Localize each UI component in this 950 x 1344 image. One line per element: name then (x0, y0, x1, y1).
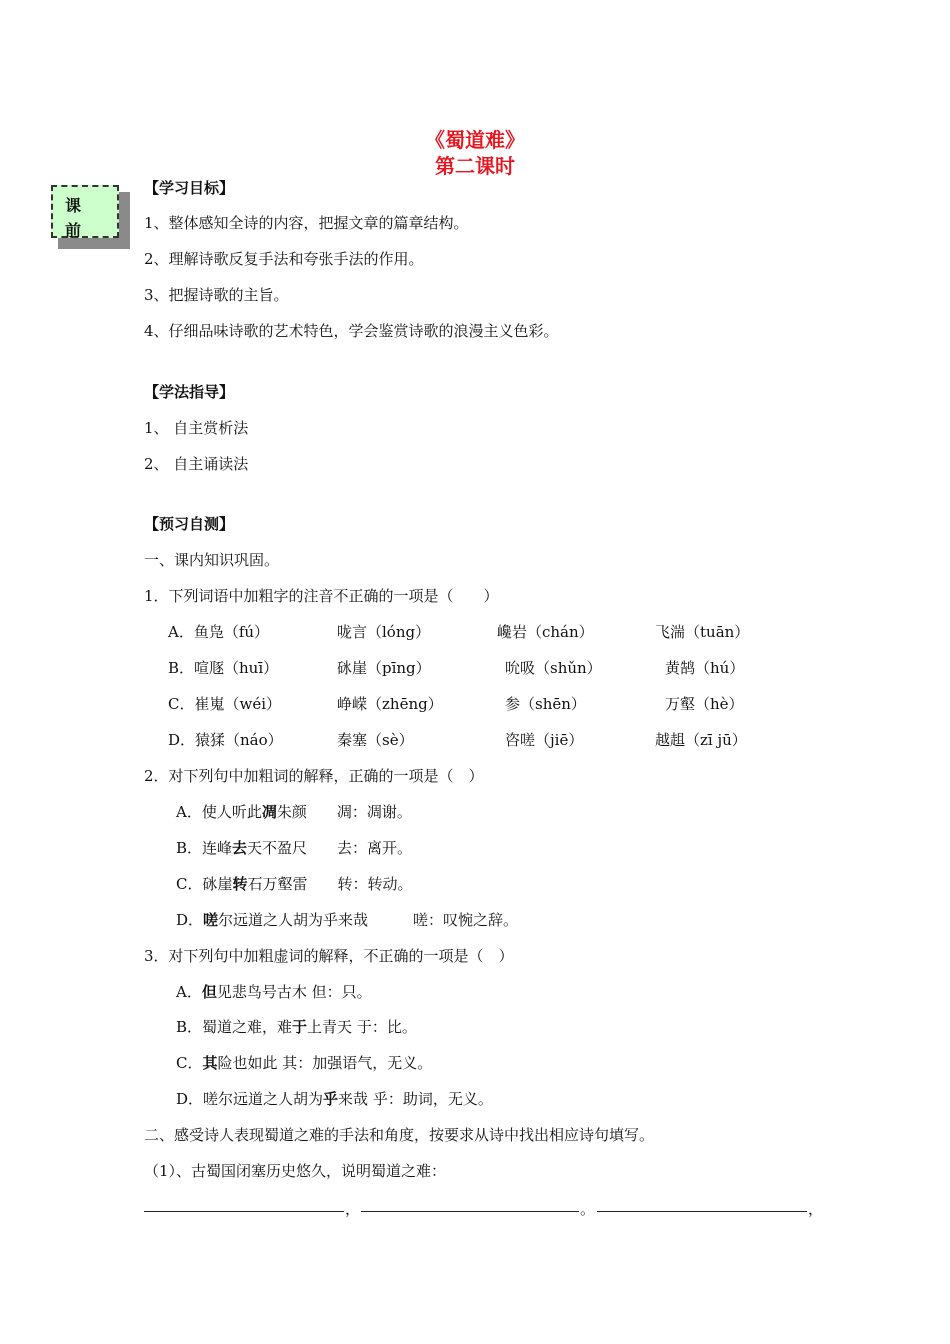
q1-option: 万壑（hè） (665, 695, 744, 713)
methods-heading: 【学法指导】 (144, 383, 235, 401)
option-text: B．连峰 (176, 839, 233, 857)
option-text: 朱颜 凋：凋谢。 (276, 803, 412, 821)
option-text: 来哉 乎：助词，无义。 (338, 1090, 493, 1108)
q3-option-d (176, 1090, 493, 1108)
option-text: B．蜀道之难，难 (176, 1018, 293, 1036)
punct-period: 。 (580, 1200, 596, 1218)
question-2-stem: 2．对下列句中加粗词的解释，正确的一项是（ ） (144, 767, 484, 785)
option-text: 见悲鸟号古木 但：只。 (216, 983, 372, 1001)
badge-char-2: 前 (65, 221, 82, 240)
bold-word: 转 (232, 875, 248, 893)
answer-blank-2[interactable] (361, 1211, 579, 1212)
bold-word: 去 (232, 839, 248, 857)
document-subtitle: 第二课时 (435, 154, 515, 178)
q3-option-a (176, 983, 372, 1001)
punct-comma: ， (808, 1200, 824, 1218)
q2-option-a (176, 803, 412, 821)
question-1-stem: 1．下列词语中加粗字的注音不正确的一项是（ ） (144, 587, 499, 605)
q1-option: 越趄（zī jū） (655, 731, 747, 749)
q1-option: 秦塞（sè） (337, 731, 414, 749)
q1-option: 吮吸（shǔn） (505, 659, 602, 677)
pre-class-badge (51, 185, 131, 249)
goal-item: 2、理解诗歌反复手法和夸张手法的作用。 (144, 250, 424, 268)
option-text: D． (176, 911, 204, 929)
q1-option: A．鱼凫（fú） (168, 623, 270, 641)
q1-option: C．崔嵬（wéi） (168, 695, 281, 713)
option-text: 天不盈尺 去：离开。 (247, 839, 413, 857)
q1-option: 飞湍（tuān） (655, 623, 750, 641)
part-one-heading: 一、课内知识巩固。 (144, 551, 280, 569)
q1-option: 咙言（lóng） (337, 623, 431, 641)
q1-option: 巉岩（chán） (497, 623, 594, 641)
answer-blank-1[interactable] (144, 1211, 344, 1212)
option-text: D．嗟尔远道之人胡为 (176, 1090, 324, 1108)
q2-option-d (176, 911, 518, 929)
sub-question-1: （1）、古蜀国闭塞历史悠久，说明蜀道之难： (144, 1162, 447, 1180)
q1-option: B．喧豗（huī） (168, 659, 279, 677)
option-text: C．砯崖 (176, 875, 233, 893)
q1-option: D．猿猱（náo） (168, 731, 283, 749)
option-text: C． (176, 1054, 203, 1072)
q1-option: 咨嗟（jiē） (505, 731, 584, 749)
q2-option-b (176, 839, 412, 857)
goal-item: 4、仔细品味诗歌的艺术特色，学会鉴赏诗歌的浪漫主义色彩。 (144, 322, 559, 340)
bold-word: 但 (201, 983, 217, 1001)
q1-option: 峥嵘（zhēng） (337, 695, 443, 713)
bold-word: 嗟 (203, 911, 219, 929)
bold-word: 乎 (323, 1090, 339, 1108)
badge-box (51, 185, 119, 238)
goal-item: 1、整体感知全诗的内容，把握文章的篇章结构。 (144, 214, 469, 232)
method-item: 1、 自主赏析法 (144, 419, 249, 437)
q3-option-b (176, 1018, 417, 1036)
bold-word: 凋 (261, 803, 277, 821)
q1-option: 黄鹄（hú） (665, 659, 745, 677)
option-text: A． (176, 983, 202, 1001)
option-text: 石万壑雷 转：转动。 (247, 875, 413, 893)
method-item: 2、 自主诵读法 (144, 455, 249, 473)
preview-heading: 【预习自测】 (144, 515, 235, 533)
q2-option-c (176, 875, 413, 893)
badge-char-1: 课 (65, 196, 82, 215)
option-text: 险也如此 其：加强语气，无义。 (217, 1054, 433, 1072)
question-3-stem: 3．对下列句中加粗虚词的解释，不正确的一项是（ ） (144, 947, 514, 965)
document-title: 《蜀道难》 (425, 128, 525, 152)
punct-comma: ， (345, 1200, 361, 1218)
part-two-heading: 二、感受诗人表现蜀道之难的手法和角度，按要求从诗中找出相应诗句填写。 (144, 1126, 655, 1144)
option-text: A．使人听此 (176, 803, 262, 821)
q1-option: 砯崖（pīng） (337, 659, 431, 677)
bold-word: 于 (292, 1018, 308, 1036)
option-text: 尔远道之人胡为乎来哉 嗟：叹惋之辞。 (218, 911, 519, 929)
q3-option-c (176, 1054, 432, 1072)
q1-option: 参（shēn） (505, 695, 586, 713)
goal-item: 3、把握诗歌的主旨。 (144, 286, 289, 304)
bold-word: 其 (202, 1054, 218, 1072)
answer-blank-3[interactable] (597, 1211, 807, 1212)
goals-heading: 【学习目标】 (144, 179, 235, 197)
option-text: 上青天 于：比。 (307, 1018, 417, 1036)
